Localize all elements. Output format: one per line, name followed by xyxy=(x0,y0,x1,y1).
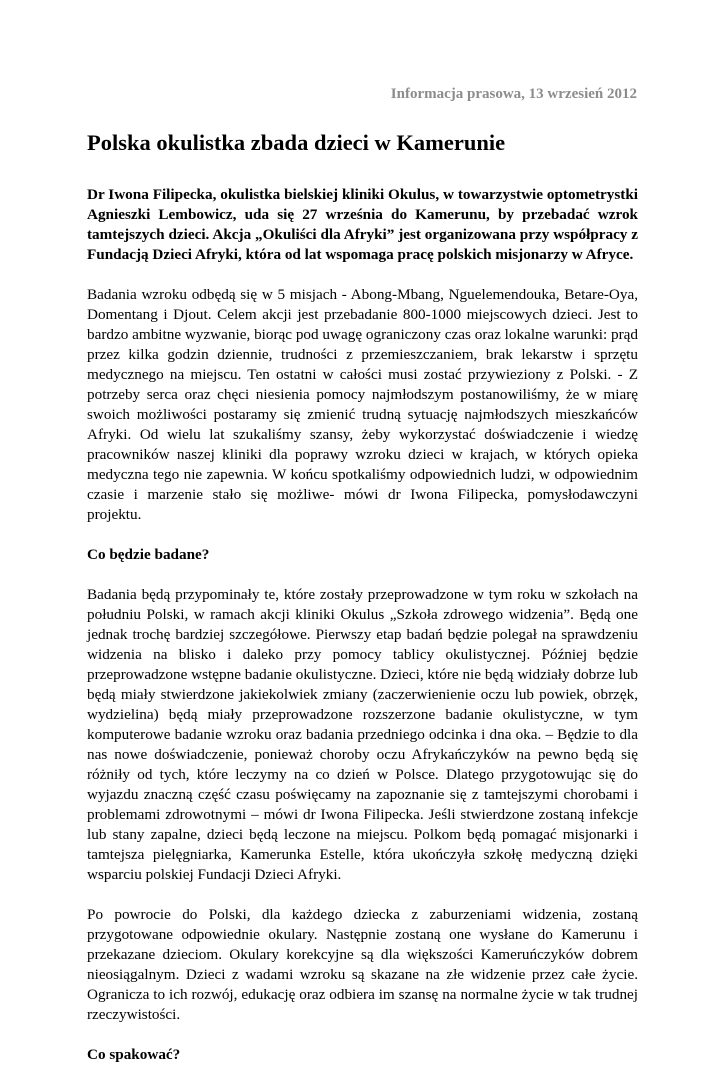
article-title: Polska okulistka zbada dzieci w Kamerunie xyxy=(87,130,506,155)
article-body xyxy=(87,185,638,1065)
paragraph-1: Badania wzroku odbędą się w 5 misjach - Abong-Mbang, Nguelemendouka, Betare-Oya, Domentang i Djout. Celem akcji jest przebadanie 800-1000 miejscowych dzieci. Jest to bardzo ambitne wyzwanie, biorąc pod uwagę ograniczony czas oraz lokalne warunki: prąd przez kilka godzin dziennie, trudności z przemieszczaniem, brak lekarstw i sprzętu medycznego na miejscu. Ten ostatni w całości musi zostać przywieziony z Polski. - Z potrzeby serca oraz chęci niesienia pomocy najmłodszym postanowiliśmy, że w miarę swoich możliwości postaramy się zmienić trudną sytuację najmłodszych mieszkańców Afryki. Od wielu lat szukaliśmy szansy, żeby wykorzystać doświadczenie i wiedzę pracowników naszej kliniki dla poprawy wzroku dzieci w krajach, w których opieka medyczna tego nie zapewnia. W końcu spotkaliśmy odpowiednich ludzi, w odpowiednim czasie i marzenie stało się możliwe- mówi dr Iwona Filipecka, pomysłodawczyni projektu. xyxy=(87,286,638,523)
section-heading-spakowac: Co spakować? xyxy=(87,1046,181,1063)
section-heading-badane: Co będzie badane? xyxy=(87,546,210,563)
lead-paragraph: Dr Iwona Filipecka, okulistka bielskiej kliniki Okulus, w towarzystwie optometrystki Agnieszki Lembowicz, uda się 27 września do Kamerunu, by przebadać wzrok tamtejszych dzieci. Akcja „Okuliści dla Afryki” jest organizowana przy współpracy z Fundacją Dzieci Afryki, która od lat wspomaga pracę polskich misjonarzy w Afryce. xyxy=(87,186,638,263)
press-release-date: Informacja prasowa, 13 wrzesień 2012 xyxy=(390,86,637,102)
paragraph-3: Po powrocie do Polski, dla każdego dziecka z zaburzeniami widzenia, zostaną przygotowane odpowiednie okulary. Następnie zostaną one wysłane do Kamerunu i przekazane dzieciom. Okulary korekcyjne są dla większości Kameruńczyków dobrem nieosiągalnym. Dzieci z wadami wzroku są skazane na złe widzenie przez całe życie. Ogranicza to ich rozwój, edukację oraz odbiera im szansę na normalne życie w tak trudnej rzeczywistości. xyxy=(87,906,638,1023)
paragraph-2: Badania będą przypominały te, które zostały przeprowadzone w tym roku w szkołach na południu Polski, w ramach akcji kliniki Okulus „Szkoła zdrowego widzenia”. Będą one jednak trochę bardziej szczegółowe. Pierwszy etap badań będzie polegał na sprawdzeniu widzenia na blisko i daleko przy pomocy tablicy okulistycznej. Później będzie przeprowadzone wstępne badanie okulistyczne. Dzieci, które nie będą widziały dobrze lub będą miały stwierdzone jakiekolwiek zmiany (zaczerwienienie oczu lub powiek, obrzęk, wydzielina) będą miały przeprowadzone rozszerzone badanie okulistyczne, w tym komputerowe badanie wzroku oraz badania przedniego odcinka i dna oka. – Będzie to dla nas nowe doświadczenie, ponieważ choroby oczu Afrykańczyków na pewno będą się różniły od tych, które leczymy na co dzień w Polsce. Dlatego przygotowując się do wyjazdu znaczną część czasu poświęcamy na zapoznanie się z tamtejszymi chorobami i problemami zdrowotnymi – mówi dr Iwona Filipecka. Jeśli stwierdzone zostaną infekcje lub stany zapalne, dzieci będą leczone na miejscu. Polkom będą pomagać misjonarki i tamtejsza pielęgniarka, Kamerunka Estelle, która ukończyła szkołę medyczną dzięki wsparciu polskiej Fundacji Dzieci Afryki. xyxy=(87,586,638,883)
